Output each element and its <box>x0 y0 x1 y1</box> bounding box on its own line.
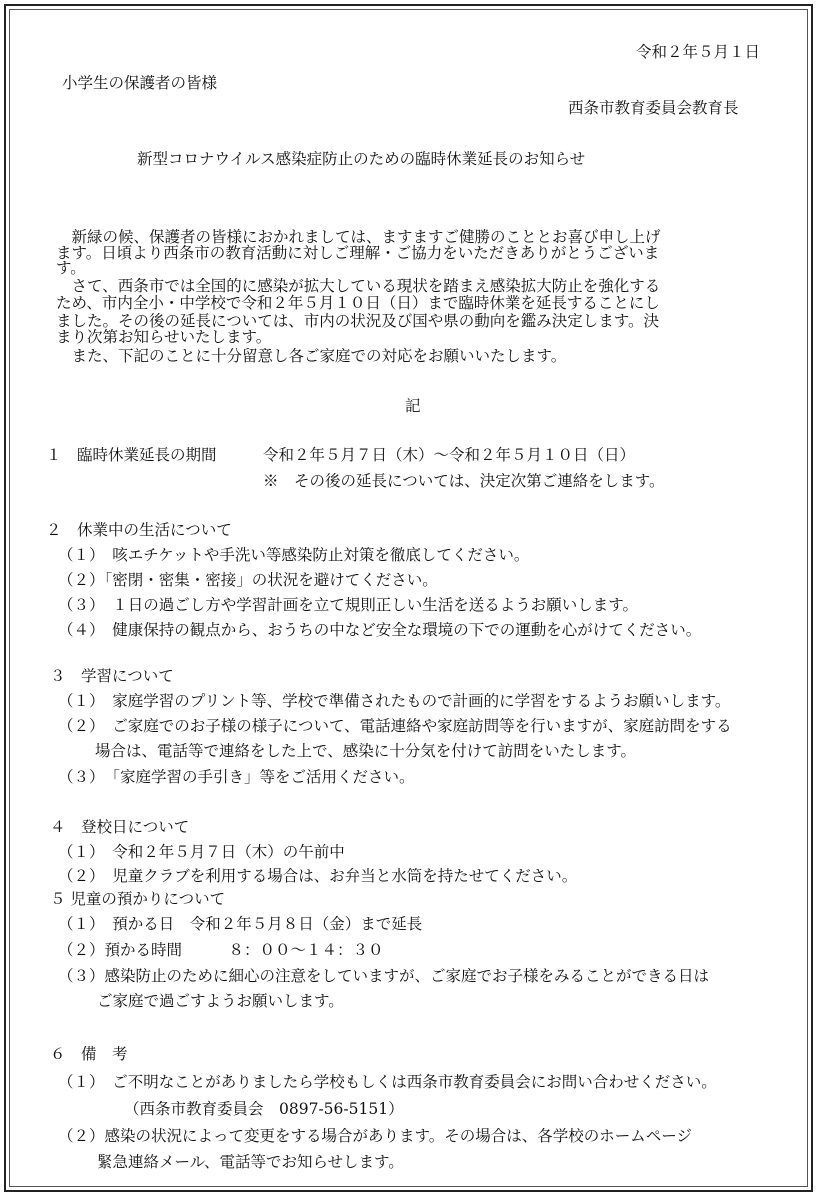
section-5-item: （３）感染防止のために細心の注意をしていますが、ご家庭でお子様をみることができる日は <box>58 967 710 985</box>
section-5-item: （２）預かる時間 ８：００〜１４：３０ <box>58 941 384 959</box>
section-3-item: （３） 「家庭学習の手引き」等をご活用ください。 <box>58 768 415 786</box>
sender: 西条市教育委員会教育長 <box>568 99 739 117</box>
section-6-item-cont: 緊急連絡メール、電話等でお知らせします。 <box>97 1153 404 1171</box>
section-2-heading: ２ 休業中の生活について <box>46 521 232 539</box>
section-4-item: （１） 令和２年５月７日（木）の午前中 <box>58 843 345 861</box>
section-4-item: （２） 児童クラブを利用する場合は、お弁当と水筒を持たせてください。 <box>58 867 578 885</box>
section-3-heading: ３ 学習について <box>50 667 174 685</box>
section-6-item: （１） ご不明なことがありましたら学校もしくは西条市教育委員会にお問い合わせください。 <box>58 1073 717 1091</box>
section-3-item: （２） ご家庭でのお子様の様子について、電話連絡や家庭訪問等を行いますが、家庭訪問をする <box>58 717 732 735</box>
section-5-heading: ５ 児童の預かりについて <box>50 890 226 908</box>
section-5-item-cont: ご家庭で過ごすようお願いします。 <box>97 992 344 1010</box>
intro-line: ため、市内全小・中学校で令和２年５月１０日（日）まで臨時休業を延長することにし <box>56 294 660 312</box>
intro-line: す。 <box>56 259 86 277</box>
document-title: 新型コロナウイルス感染症防止のための臨時休業延長のお知らせ <box>137 150 586 168</box>
document-date: 令和２年５月１日 <box>636 43 761 61</box>
section-1-note: ※ その後の延長については、決定次第ご連絡をします。 <box>263 472 665 490</box>
intro-line: まり次第お知らせいたします。 <box>56 328 272 346</box>
section-2-item: （４） 健康保持の観点から、おうちの中など安全な環境の下での運動を心がけてください。 <box>58 621 702 639</box>
section-6-heading: ６ 備 考 <box>50 1045 128 1063</box>
ki-mark: 記 <box>405 397 421 415</box>
intro-line: ました。その後の延長については、市内の状況及び国や県の動向を鑑み決定します。決 <box>56 311 659 330</box>
section-1-heading: １ 臨時休業延長の期間 <box>46 446 217 464</box>
section-3-item-cont: 場合は、電話等で連絡をした上で、感染に十分気を付けて訪問をいたします。 <box>95 742 636 760</box>
section-2-item: （３） １日の過ごし方や学習計画を立て規則正しい生活を送るようお願いします。 <box>58 596 639 614</box>
intro-paragraph <box>56 230 768 364</box>
contact-info: （西条市教育委員会 0897-56-5151） <box>124 1100 404 1118</box>
intro-line: さて、西条市では全国的に感染が拡大している現状を踏まえ感染拡大防止を強化する <box>56 276 661 295</box>
section-2-item: （１） 咳エチケットや手洗い等感染防止対策を徹底してください。 <box>58 546 530 564</box>
intro-line: ます。日頃より西条市の教育活動に対しご理解・ご協力をいただきありがとうございま <box>56 243 660 262</box>
recipient: 小学生の保護者の皆様 <box>62 74 218 92</box>
intro-line: 新緑の候、保護者の皆様におかれましては、ますますご健勝のこととお喜び申し上げ <box>56 228 661 246</box>
section-5-item: （１） 預かる日 令和２年５月８日（金）まで延長 <box>58 915 423 933</box>
section-4-heading: ４ 登校日について <box>50 818 190 836</box>
section-6-item: （２）感染の状況によって変更をする場合があります。その場合は、各学校のホームページ <box>58 1127 692 1145</box>
section-2-item: （２）「密閉・密集・密接」の状況を避けてください。 <box>58 571 438 589</box>
intro-line: また、下記のことに十分留意し各ご家庭での対応をお願いいたします。 <box>56 346 567 365</box>
section-3-item: （１） 家庭学習のプリント等、学校で準備されたもので計画的に学習をするようお願いします。 <box>58 692 731 710</box>
section-1-period: 令和２年５月７日（木）〜令和２年５月１０日（日） <box>263 446 636 464</box>
